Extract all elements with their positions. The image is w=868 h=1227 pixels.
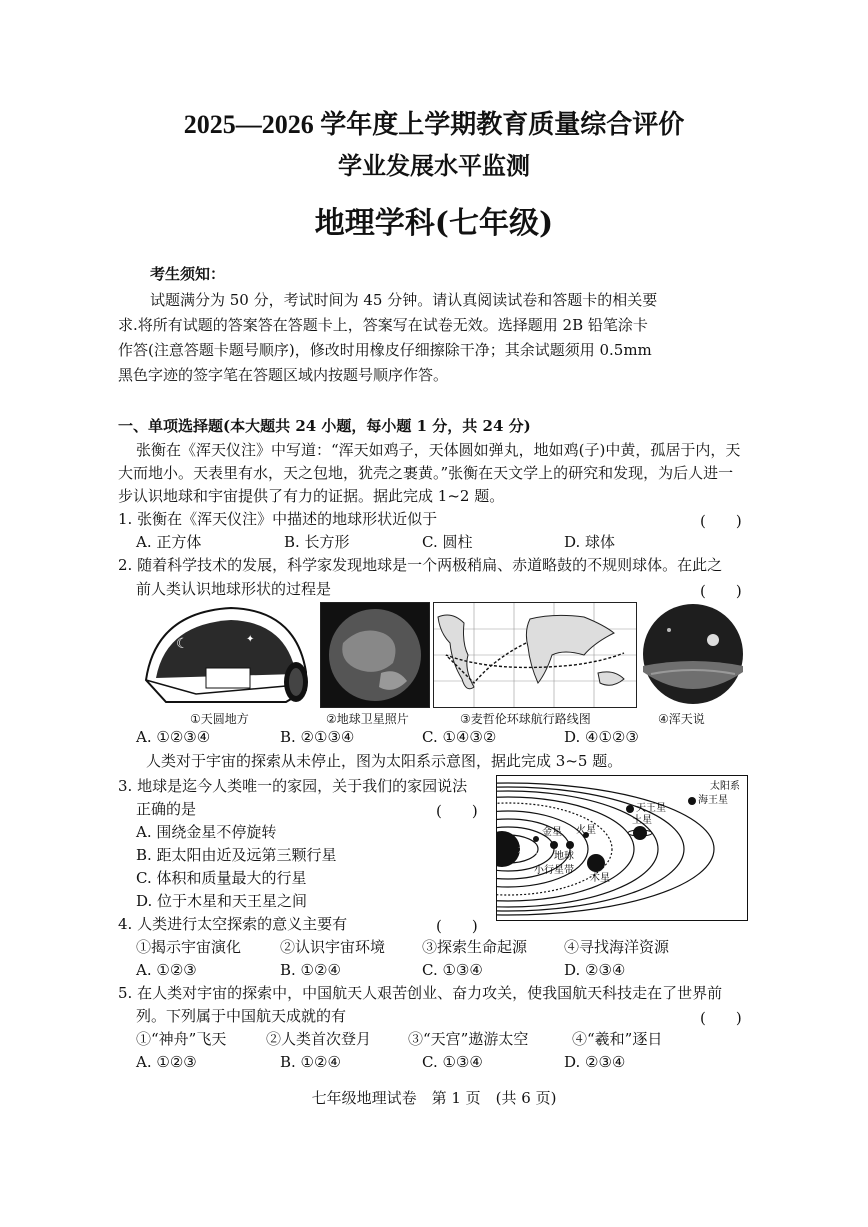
q3-option-b: B. 距太阳由近及远第三颗行星: [136, 846, 337, 864]
q5-option-c: C. ①③④: [422, 1053, 483, 1071]
q2-stem: 前人类认识地球形状的过程是: [136, 580, 332, 598]
passage-line: 人类对于宇宙的探索从未停止，图为太阳系示意图，据此完成 3~5 题。: [146, 752, 623, 770]
section-heading: 一、单项选择题(本大题共 24 小题，每小题 1 分，共 24 分): [118, 417, 531, 435]
exam-title-line2: 学业发展水平监测: [338, 151, 530, 180]
passage-line: 张衡在《浑天仪注》中写道：“浑天如鸡子，天体圆如弹丸，地如鸡(子)中黄，孤居于内，天: [136, 441, 741, 459]
solar-system-diagram: [496, 775, 748, 921]
q3-option-d: D. 位于木星和天王星之间: [136, 892, 308, 910]
q1-answer-paren: ( ): [700, 512, 742, 530]
q5-item: ②人类首次登月: [266, 1030, 372, 1048]
q1-option-a: A. 正方体: [136, 533, 202, 551]
q5-item: ③“天宫”遨游太空: [408, 1030, 529, 1048]
q2-answer-paren: ( ): [700, 582, 742, 600]
q4-option-a: A. ①②③: [136, 961, 197, 979]
huntianshuo-figure: [641, 602, 745, 706]
planet-label-uranus: 天王星: [636, 803, 666, 814]
notice-line: 求.将所有试题的答案答在答题卡上，答案写在试卷无效。选择题用 2B 铅笔涂卡: [118, 316, 648, 334]
passage-line: 步认识地球和宇宙提供了有力的证据。据此完成 1~2 题。: [118, 487, 505, 505]
q5-item: ①“神舟”飞天: [136, 1030, 227, 1048]
q1-stem: 1. 张衡在《浑天仪注》中描述的地球形状近似于: [118, 510, 438, 528]
q5-option-d: D. ②③④: [564, 1053, 626, 1071]
tianyuandifang-figure: [136, 602, 314, 706]
q5-answer-paren: ( ): [700, 1009, 742, 1027]
q4-item: ②认识宇宙环境: [280, 938, 386, 956]
q4-option-d: D. ②③④: [564, 961, 626, 979]
q3-answer-paren: ( ): [436, 802, 478, 820]
planet-label-earth: 地球: [554, 851, 574, 862]
q2-option-b: B. ②①③④: [280, 728, 355, 746]
figure-caption: ②地球卫星照片: [326, 712, 409, 726]
q4-item: ④寻找海洋资源: [564, 938, 670, 956]
exam-title-line1: 2025—2026 学年度上学期教育质量综合评价: [183, 110, 685, 139]
notice-heading: 考生须知：: [150, 265, 226, 283]
page-footer: 七年级地理试卷 第 1 页 (共 6 页): [311, 1089, 557, 1107]
figure-caption: ③麦哲伦环球航行路线图: [460, 712, 591, 726]
q3-option-c: C. 体积和质量最大的行星: [136, 869, 307, 887]
q4-stem: 4. 人类进行太空探索的意义主要有: [118, 915, 348, 933]
magellan-route-map: [433, 602, 637, 708]
q5-stem: 5. 在人类对宇宙的探索中，中国航天人艰苦创业、奋力攻关，使我国航天科技走在了世界前: [118, 984, 723, 1002]
q4-item: ①揭示宇宙演化: [136, 938, 242, 956]
asteroid-belt-label: 小行星带: [534, 865, 574, 876]
q3-stem: 3. 地球是迄今人类唯一的家园，关于我们的家园说法: [118, 777, 468, 795]
planet-label-jupiter: 木星: [590, 873, 610, 884]
q5-item: ④“羲和”逐日: [572, 1030, 663, 1048]
q4-item: ③探索生命起源: [422, 938, 528, 956]
planet-label-saturn: 土星: [632, 815, 652, 826]
q1-option-d: D. 球体: [564, 533, 616, 551]
q1-option-b: B. 长方形: [284, 533, 350, 551]
notice-line: 作答(注意答题卡题号顺序)，修改时用橡皮仔细擦除干净；其余试题须用 0.5mm: [118, 341, 652, 359]
figure-caption: ④浑天说: [658, 712, 705, 726]
q3-stem: 正确的是: [136, 800, 197, 818]
solar-system-title: 太阳系: [710, 781, 740, 792]
q4-option-b: B. ①②④: [280, 961, 341, 979]
svg-text:☾: ☾: [176, 636, 189, 652]
q5-option-b: B. ①②④: [280, 1053, 341, 1071]
q1-option-c: C. 圆柱: [422, 533, 473, 551]
planet-label-mars: 火星: [576, 825, 596, 836]
notice-line: 试题满分为 50 分，考试时间为 45 分钟。请认真阅读试卷和答题卡的相关要: [150, 291, 658, 309]
q2-option-a: A. ①②③④: [136, 728, 211, 746]
q2-option-d: D. ④①②③: [564, 728, 639, 746]
planet-label-neptune: 海王星: [698, 795, 728, 806]
passage-line: 大而地小。天表里有水，天之包地，犹壳之裹黄。”张衡在天文学上的研究和发现，为后人进一: [118, 464, 734, 482]
subject-title: 地理学科(七年级): [314, 206, 554, 241]
notice-line: 黑色字迹的签字笔在答题区域内按题号顺序作答。: [118, 366, 449, 384]
q2-option-c: C. ①④③②: [422, 728, 497, 746]
q4-option-c: C. ①③④: [422, 961, 483, 979]
q5-option-a: A. ①②③: [136, 1053, 197, 1071]
planet-label-venus: 金星: [542, 827, 562, 838]
planet-label-mercury: 水星: [518, 845, 538, 856]
figure-caption: ①天圆地方: [190, 712, 249, 726]
q2-stem: 2. 随着科学技术的发展，科学家发现地球是一个两极稍扁、赤道略鼓的不规则球体。在此之: [118, 556, 723, 574]
svg-text:✦: ✦: [246, 634, 255, 645]
q5-stem: 列。下列属于中国航天成就的有: [136, 1007, 347, 1025]
q4-answer-paren: ( ): [436, 917, 478, 935]
q3-option-a: A. 围绕金星不停旋转: [136, 823, 277, 841]
earth-satellite-photo: [320, 602, 430, 708]
